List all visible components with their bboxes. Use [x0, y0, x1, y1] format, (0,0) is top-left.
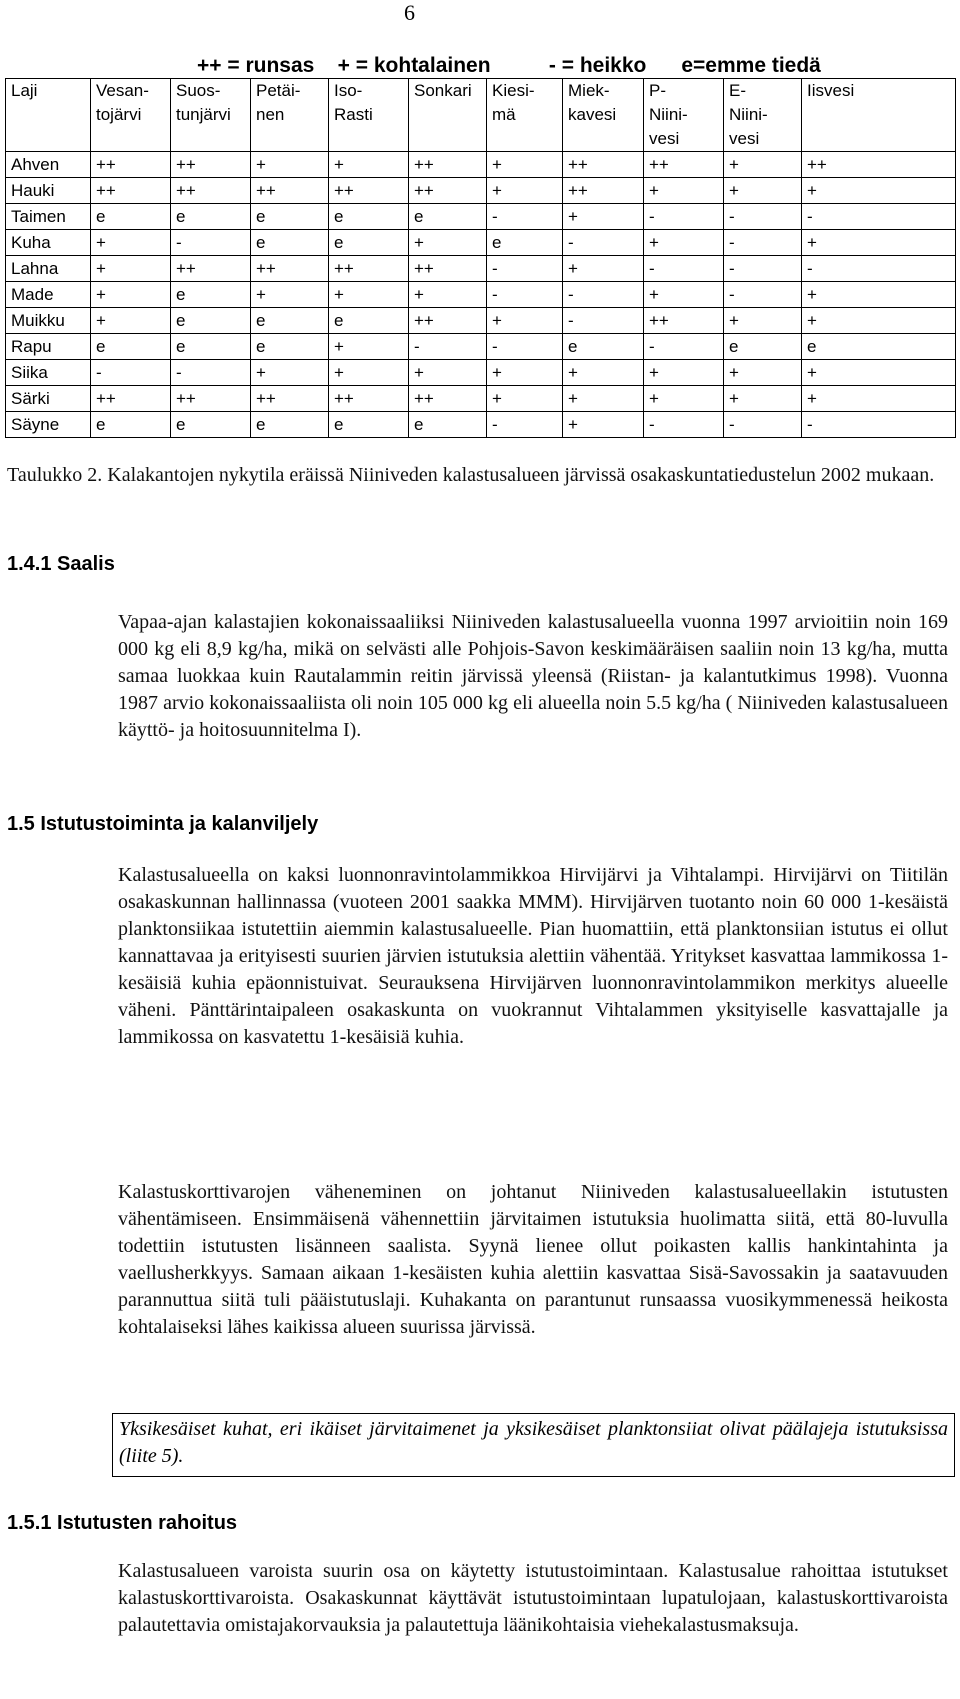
abundance-cell: e [409, 412, 487, 438]
note-box: Yksikesäiset kuhat, eri ikäiset järvitaimenet ja yksikesäiset planktonsiiat olivat päälajeja istutuksissa (liite 5). [112, 1413, 955, 1477]
header-line: Petäi- [256, 81, 301, 100]
header-label [414, 79, 486, 103]
abundance-cell: ++ [251, 256, 329, 282]
abundance-cell: - [487, 412, 563, 438]
abundance-cell: ++ [644, 152, 724, 178]
abundance-cell: e [251, 308, 329, 334]
section-heading-saalis: 1.4.1 Saalis [7, 553, 115, 575]
header-label [568, 79, 643, 127]
abundance-cell: + [802, 230, 956, 256]
species-cell: Made [6, 282, 91, 308]
header-line: Sonkari [414, 81, 472, 100]
abundance-cell: + [563, 412, 644, 438]
column-header [409, 79, 487, 152]
abundance-cell: ++ [563, 152, 644, 178]
abundance-cell: ++ [329, 256, 409, 282]
abundance-cell: + [802, 282, 956, 308]
abundance-cell: e [329, 412, 409, 438]
header-label [176, 79, 250, 127]
species-cell: Siika [6, 360, 91, 386]
abundance-cell: + [487, 178, 563, 204]
abundance-cell: + [724, 178, 802, 204]
abundance-cell: + [644, 230, 724, 256]
abundance-cell: e [171, 204, 251, 230]
header-line: Niini- [729, 105, 768, 124]
abundance-cell: - [724, 256, 802, 282]
abundance-cell: e [802, 334, 956, 360]
abundance-cell: ++ [329, 386, 409, 412]
section-heading-istutus: 1.5 Istutustoiminta ja kalanviljely [7, 813, 319, 835]
column-header [91, 79, 171, 152]
abundance-cell: - [563, 308, 644, 334]
table-row [6, 360, 956, 386]
abundance-cell: - [644, 204, 724, 230]
abundance-cell: - [171, 230, 251, 256]
column-header [329, 79, 409, 152]
fish-stock-table [5, 78, 956, 438]
abundance-cell: + [91, 230, 171, 256]
header-line: Kiesi- [492, 81, 535, 100]
abundance-cell: e [91, 412, 171, 438]
abundance-cell: ++ [409, 256, 487, 282]
header-line: E- [729, 81, 746, 100]
table-row [6, 282, 956, 308]
header-line: Miek- [568, 81, 610, 100]
table-row [6, 308, 956, 334]
section-heading-rahoitus: 1.5.1 Istutusten rahoitus [7, 1512, 238, 1534]
abundance-cell: ++ [91, 386, 171, 412]
abundance-cell: ++ [802, 152, 956, 178]
paragraph-kalastuskortti: Kalastuskorttivarojen väheneminen on johtanut Niiniveden kalastusalueellakin istutusten vähentämiseen. Ensimmäisenä vähennettiin järvitaimen istutuksia huolimatta siitä, että 80-luvulla todettiin istutusten lisänneen saalista. Syynä lienee ollut poikasten kallis hankintahinta ja vaellusherkkyys. Samaan aikaan 1-kesäisten kuhia alettiin kasvattaa Sisä-Savossakin ja saatavuuden parannuttua siitä tuli pääistutuslaji. Kuhakanta on parantunut runsaassa vuosikymmenessä heikosta kohtalaiseksi lähes kaikissa alueen suurissa järvissä. [118, 1181, 948, 1338]
abundance-cell: + [563, 204, 644, 230]
header-label [96, 79, 170, 127]
abundance-cell: e [329, 308, 409, 334]
abundance-cell: + [409, 282, 487, 308]
header-line: P- [649, 81, 666, 100]
abundance-cell: + [251, 360, 329, 386]
table-row [6, 178, 956, 204]
header-label [649, 79, 723, 151]
abundance-cell: ++ [171, 178, 251, 204]
abundance-cell: + [644, 360, 724, 386]
header-line: mä [492, 105, 516, 124]
abundance-cell: + [724, 308, 802, 334]
column-header [171, 79, 251, 152]
abundance-cell: - [409, 334, 487, 360]
column-header [487, 79, 563, 152]
header-line: Niini- [649, 105, 688, 124]
abundance-cell: + [802, 308, 956, 334]
abundance-cell: + [251, 282, 329, 308]
column-header [724, 79, 802, 152]
abundance-cell: e [329, 204, 409, 230]
abundance-cell: + [487, 152, 563, 178]
species-cell: Muikku [6, 308, 91, 334]
header-line: vesi [729, 129, 760, 148]
abundance-cell: - [487, 282, 563, 308]
abundance-cell: ++ [171, 256, 251, 282]
abundance-cell: - [487, 204, 563, 230]
header-line: Iso- [334, 81, 363, 100]
abundance-cell: + [487, 360, 563, 386]
abundance-cell: - [563, 230, 644, 256]
abundance-cell: + [802, 178, 956, 204]
column-header [644, 79, 724, 152]
abundance-cell: e [329, 230, 409, 256]
column-header [6, 79, 91, 152]
abundance-cell: e [251, 204, 329, 230]
abundance-cell: ++ [409, 386, 487, 412]
header-line: Laji [11, 81, 38, 100]
abundance-cell: ++ [329, 178, 409, 204]
abundance-cell: - [487, 256, 563, 282]
abundance-cell: - [802, 204, 956, 230]
species-cell: Hauki [6, 178, 91, 204]
abundance-cell: + [563, 256, 644, 282]
abundance-cell: - [487, 334, 563, 360]
abundance-cell: e [171, 308, 251, 334]
header-label [334, 79, 408, 127]
header-line: Iisvesi [807, 81, 855, 100]
abundance-cell: + [91, 282, 171, 308]
abundance-cell: + [329, 152, 409, 178]
header-label [492, 79, 562, 127]
abundance-cell: - [802, 412, 956, 438]
table-row [6, 334, 956, 360]
abundance-cell: - [91, 360, 171, 386]
paragraph-rahoitus: Kalastusalueen varoista suurin osa on käytetty istutustoimintaan. Kalastusalue rahoittaa istutukset kalastuskorttivaroista. Osakaskunnat käyttävät istutustoimintaan lupatulojaan, kalastuskorttivaroista palautettavia omistajakorvauksia ja palautettuja läänikohtaisia viehekalastusmaksuja. [118, 1560, 948, 1636]
abundance-cell: - [724, 282, 802, 308]
header-line: Suos- [176, 81, 221, 100]
header-line: vesi [649, 129, 680, 148]
abundance-cell: e [171, 412, 251, 438]
species-cell: Särki [6, 386, 91, 412]
abundance-cell: ++ [171, 152, 251, 178]
abundance-cell: + [802, 386, 956, 412]
abundance-cell: + [409, 230, 487, 256]
abundance-cell: + [91, 308, 171, 334]
abundance-cell: e [91, 204, 171, 230]
abundance-cell: e [251, 230, 329, 256]
header-line: kavesi [568, 105, 617, 124]
abundance-cell: + [91, 256, 171, 282]
header-label [11, 79, 90, 103]
abundance-cell: + [487, 386, 563, 412]
abundance-cell: + [409, 360, 487, 386]
column-header [251, 79, 329, 152]
abundance-cell: - [644, 256, 724, 282]
paragraph-istutus: Kalastusalueella on kaksi luonnonravintolammikkoa Hirvijärvi ja Vihtalampi. Hirvijärvi on Tiitilän osakaskunnan hallinnassa (vuoteen 2001 saakka MMM). Hirvijärven tuotanto noin 60 000 1-kesäistä planktonsiikaa istutettiin aiemmin kalastusalueelle. Pian huomattiin, että planktonsiian istutus ei ollut kannattavaa ja erityisesti suurien järvien istutuksia alettiin vähentää. Yritykset kasvattaa lammikossa 1-kesäisiä kuhia epäonnistuivat. Seurauksena Hirvijärven luonnonravintolammikon merkitys alueelle väheni. Pänttärintaipaleen osakaskunta on vuokrannut Vihtalammen yksityiselle kasvattajalle ja lammikossa on kasvatettu 1-kesäisiä kuhia. [118, 864, 948, 1048]
abundance-cell: + [644, 178, 724, 204]
abundance-cell: + [251, 152, 329, 178]
abundance-cell: ++ [251, 178, 329, 204]
abundance-cell: ++ [563, 178, 644, 204]
paragraph-saalis: Vapaa-ajan kalastajien kokonaissaaliiksi Niiniveden kalastusalueella vuonna 1997 arvioitiin noin 169 000 kg eli 8,9 kg/ha, mikä on selvästi alle Pohjois-Savon keskimääräisen saaliin noin 13 kg/ha, mutta samaa luokkaa kuin Rautalammin reitin järvissä yleensä (Riistan- ja kalantutkimus 1998). Vuonna 1987 arvio kokonaissaaliista oli noin 105 000 kg eli alueella noin 5.5 kg/ha ( Niiniveden kalastusalueen käyttö- ja hoitosuunnitelma I). [118, 611, 948, 741]
table-row [6, 230, 956, 256]
abundance-cell: - [644, 334, 724, 360]
abundance-cell: ++ [251, 386, 329, 412]
abundance-cell: + [724, 386, 802, 412]
abundance-cell: + [329, 334, 409, 360]
abundance-cell: + [487, 308, 563, 334]
abundance-cell: ++ [409, 152, 487, 178]
abundance-cell: - [171, 360, 251, 386]
abundance-cell: - [563, 282, 644, 308]
table-header-row [6, 79, 956, 152]
abundance-cell: e [724, 334, 802, 360]
species-cell: Ahven [6, 152, 91, 178]
table-caption: Taulukko 2. Kalakantojen nykytila eräissä Niiniveden kalastusalueen järvissä osakaskuntatiedustelun 2002 mukaan. [7, 464, 935, 486]
abundance-cell: e [563, 334, 644, 360]
abundance-cell: e [91, 334, 171, 360]
abundance-cell: e [487, 230, 563, 256]
table-row [6, 152, 956, 178]
abundance-cell: + [724, 360, 802, 386]
table-row [6, 204, 956, 230]
abundance-cell: ++ [91, 152, 171, 178]
abundance-cell: + [563, 386, 644, 412]
abundance-cell: ++ [171, 386, 251, 412]
abundance-cell: ++ [644, 308, 724, 334]
page-number: 6 [404, 0, 415, 25]
abundance-cell: e [251, 334, 329, 360]
abundance-cell: + [563, 360, 644, 386]
abundance-cell: ++ [409, 308, 487, 334]
abundance-cell: - [724, 204, 802, 230]
header-line: tojärvi [96, 105, 142, 124]
abundance-cell: e [409, 204, 487, 230]
abundance-cell: + [644, 282, 724, 308]
header-line: tunjärvi [176, 105, 231, 124]
abundance-cell: + [329, 282, 409, 308]
species-cell: Lahna [6, 256, 91, 282]
abundance-cell: ++ [409, 178, 487, 204]
header-line: nen [256, 105, 285, 124]
species-cell: Taimen [6, 204, 91, 230]
header-line: Rasti [334, 105, 373, 124]
abundance-cell: + [644, 386, 724, 412]
abundance-cell: e [171, 334, 251, 360]
table-row [6, 412, 956, 438]
header-label [807, 79, 955, 103]
abundance-cell: e [171, 282, 251, 308]
abundance-cell: ++ [91, 178, 171, 204]
abundance-cell: - [724, 230, 802, 256]
header-label [256, 79, 328, 127]
abundance-cell: e [251, 412, 329, 438]
abundance-cell: + [724, 152, 802, 178]
table-legend: ++ = runsas + = kohtalainen - = heikko e=emme tiedä [197, 54, 821, 77]
table-row [6, 386, 956, 412]
species-cell: Rapu [6, 334, 91, 360]
abundance-cell: - [724, 412, 802, 438]
species-cell: Säyne [6, 412, 91, 438]
table-row [6, 256, 956, 282]
column-header [563, 79, 644, 152]
abundance-cell: - [644, 412, 724, 438]
header-line: Vesan- [96, 81, 149, 100]
abundance-cell: + [802, 360, 956, 386]
abundance-cell: - [802, 256, 956, 282]
table-body [6, 152, 956, 438]
abundance-cell: + [329, 360, 409, 386]
species-cell: Kuha [6, 230, 91, 256]
header-label [729, 79, 801, 151]
column-header [802, 79, 956, 152]
